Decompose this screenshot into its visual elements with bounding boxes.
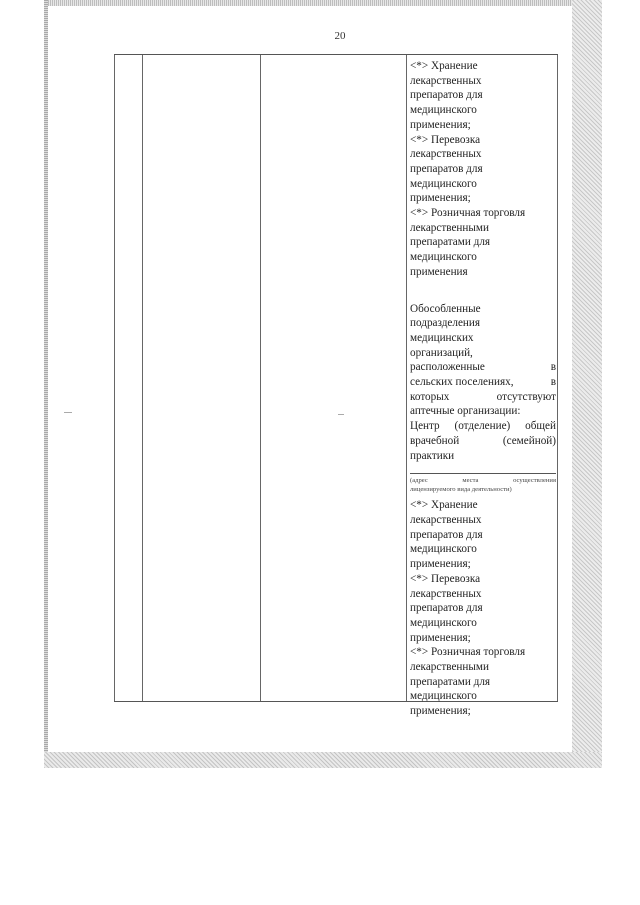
word: отсутствуют bbox=[496, 390, 556, 403]
activity-line: медицинского bbox=[410, 177, 477, 190]
activity-line: лекарственными bbox=[410, 221, 489, 234]
activity-line: применения; bbox=[410, 631, 471, 644]
table-column-border bbox=[557, 55, 558, 701]
subdivision-line: организаций, bbox=[410, 346, 473, 359]
subdivision-line bbox=[410, 434, 556, 449]
address-caption bbox=[410, 476, 556, 494]
activity-line: медицинского bbox=[410, 690, 477, 703]
activity-line: лекарственных bbox=[410, 587, 482, 600]
scan-border-left bbox=[44, 0, 48, 768]
activity-line: препаратов для bbox=[410, 602, 483, 615]
table-column-border bbox=[142, 55, 143, 701]
activity-line: применения; bbox=[410, 705, 471, 718]
activity-line: препаратов для bbox=[410, 528, 483, 541]
activity-line: <*> Перевозка bbox=[410, 572, 481, 585]
address-caption-line bbox=[410, 485, 556, 494]
activity-line: <*> Розничная торговля bbox=[410, 207, 526, 220]
activity-line: <*> Хранение bbox=[410, 60, 478, 72]
scan-border-bottom bbox=[44, 752, 602, 768]
activity-line: лекарственными bbox=[410, 661, 489, 674]
activity-line: <*> Розничная торговля bbox=[410, 646, 526, 659]
activity-line: препаратами для bbox=[410, 236, 491, 249]
activity-line: препаратами для bbox=[410, 675, 491, 688]
word: которых bbox=[410, 390, 450, 403]
word: (адрес bbox=[410, 477, 428, 485]
table-column-border bbox=[114, 55, 115, 701]
subdivision-line: практики bbox=[410, 449, 455, 462]
word: в bbox=[550, 361, 556, 374]
activity-line: лекарственных bbox=[410, 513, 482, 526]
activity-line: <*> Перевозка bbox=[410, 133, 481, 146]
table-column-border bbox=[406, 55, 407, 701]
activity-line: применения; bbox=[410, 558, 471, 571]
word: врачебной bbox=[410, 434, 460, 447]
activity-line: применения; bbox=[410, 118, 471, 131]
subdivision-description bbox=[410, 302, 556, 464]
word: осуществления bbox=[513, 477, 556, 485]
activity-list-first bbox=[410, 59, 556, 280]
activity-cell bbox=[410, 59, 556, 719]
activity-line: медицинского bbox=[410, 543, 477, 556]
activity-line: медицинского bbox=[410, 251, 477, 264]
activity-line: препаратов для bbox=[410, 89, 483, 102]
scan-artifact bbox=[64, 412, 72, 413]
activity-line: лекарственных bbox=[410, 148, 482, 161]
activity-line: медицинского bbox=[410, 616, 477, 629]
word: Центр bbox=[410, 420, 440, 433]
scan-border-top bbox=[46, 0, 576, 6]
activity-line: медицинского bbox=[410, 104, 477, 117]
word: места bbox=[462, 477, 479, 485]
subdivision-line bbox=[410, 419, 556, 434]
word: в bbox=[550, 376, 556, 389]
table-column-border bbox=[260, 55, 261, 701]
word: расположенные bbox=[410, 361, 485, 374]
word: сельских поселениях, bbox=[410, 376, 514, 389]
activity-list-second bbox=[410, 498, 556, 719]
activity-line: лекарственных bbox=[410, 74, 482, 87]
subdivision-line bbox=[410, 360, 556, 375]
address-caption-line bbox=[410, 476, 556, 485]
subdivision-line: Обособленные bbox=[410, 302, 481, 315]
subdivision-line: аптечные организации: bbox=[410, 405, 521, 418]
subdivision-line: медицинских bbox=[410, 331, 474, 344]
activity-line: применения; bbox=[410, 192, 471, 205]
license-table bbox=[114, 54, 558, 718]
address-underline bbox=[410, 473, 556, 474]
word: (отделение) bbox=[454, 420, 511, 433]
word: лицензируемого вида деятельности) bbox=[410, 486, 512, 494]
word: (семейной) bbox=[502, 434, 556, 447]
subdivision-line: подразделения bbox=[410, 317, 481, 330]
scan-border-right bbox=[572, 0, 602, 768]
activity-line: препаратов для bbox=[410, 162, 483, 175]
activity-line: применения bbox=[410, 265, 468, 278]
subdivision-line bbox=[410, 375, 556, 390]
word: общей bbox=[525, 420, 556, 433]
activity-line: <*> Хранение bbox=[410, 499, 478, 512]
page-number: 20 bbox=[334, 30, 346, 42]
subdivision-line bbox=[410, 390, 556, 405]
